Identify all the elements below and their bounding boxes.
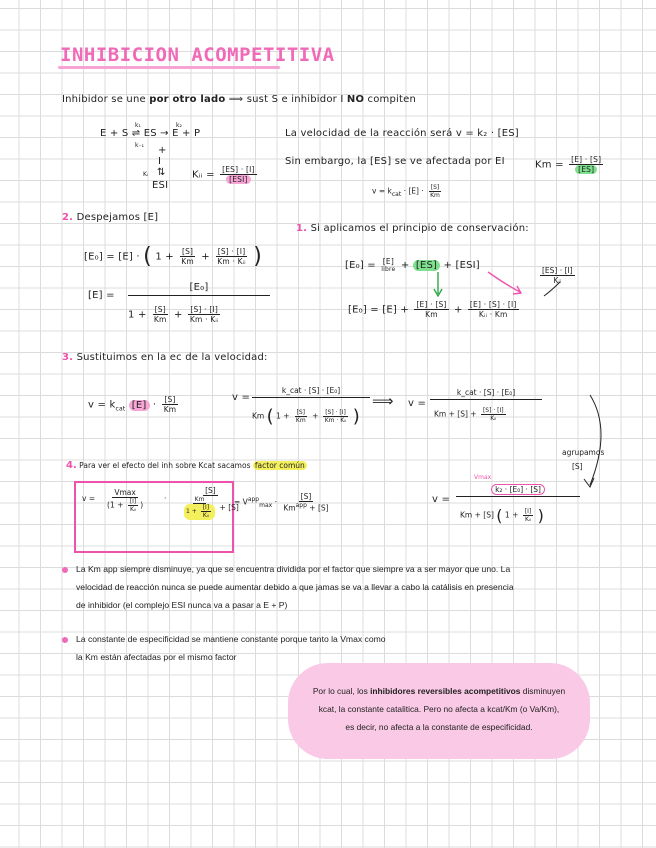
side-num: [ES] · [I]	[542, 266, 573, 275]
e0-plus: +	[201, 251, 210, 263]
rhs-den-km: Km	[283, 503, 296, 513]
step4-hl: factor común	[254, 461, 305, 470]
eq-rhs: = V	[234, 497, 248, 507]
v1-num: [S]	[164, 395, 176, 404]
e0-kmki: Km · Kᵢᵢ	[217, 257, 246, 266]
e0-s: [S]	[181, 247, 194, 256]
page-title: INHIBICION ACOMPETITIVA	[60, 44, 335, 66]
step4-label: 4.	[66, 460, 77, 471]
note-bold: inhibidores reversibles acompetitivos	[370, 686, 521, 696]
vmax-app	[234, 492, 333, 513]
intro-bold: por otro lado	[149, 94, 226, 105]
box-corr-i: [I]	[202, 504, 210, 512]
step3-label: 3.	[62, 352, 74, 363]
eq2-lhs: [E₀] =	[348, 304, 379, 316]
final-den-i: [I]	[524, 507, 532, 515]
step2-text: Despejamos [E]	[76, 212, 159, 223]
box-plus-s: + [S]	[219, 502, 239, 512]
final-vmax-label: Vmax	[474, 474, 492, 481]
bullet-dot-2	[62, 637, 68, 643]
v-den: Km	[430, 192, 440, 200]
box-corr-one: 1 +	[186, 508, 197, 516]
eq2-plus1: +	[400, 304, 409, 316]
eq2-es-den: Km	[425, 310, 438, 319]
rhs-app-sup: app	[295, 502, 307, 509]
scheme-k2: k₂	[176, 122, 182, 129]
scheme-km1: k₋₁	[135, 142, 145, 149]
v2-plus: +	[312, 411, 319, 421]
bullet-dot-1	[62, 567, 68, 573]
box-i-frac	[128, 498, 138, 513]
eq1-e: [E]	[382, 257, 394, 266]
step3-heading	[62, 352, 268, 363]
v2-den-km: Km	[252, 411, 265, 421]
final-den-a: Km + [S]	[460, 510, 494, 520]
v2-frac1	[294, 409, 308, 424]
intro-after: ⟹ sust S e inhibidor I	[225, 94, 347, 105]
final-den-frac	[523, 508, 533, 523]
v3-den-frac	[481, 407, 506, 422]
e0-si: [S] · [I]	[217, 247, 246, 256]
e-den-s: [S]	[154, 305, 166, 314]
e0-one-plus: 1 +	[155, 251, 174, 263]
app-sup: app	[247, 495, 260, 503]
v-num: [S]	[430, 184, 440, 191]
bullet2-line2: la Km están afectadas por el mismo factor	[76, 652, 237, 662]
v2-paren-open: (	[266, 406, 274, 427]
v2-km: Km	[295, 417, 306, 424]
v1-den: Km	[163, 405, 177, 414]
e-den-km: Km	[153, 315, 167, 324]
v3-den-num: [S] · [I]	[482, 407, 504, 414]
box-vmax-num: Vmax	[114, 488, 136, 497]
step2-label: 2.	[62, 212, 74, 223]
eq1-esi: [ESI]	[455, 260, 480, 271]
box-kii: Kᵢᵢ	[129, 506, 137, 514]
v2-frac2	[323, 409, 349, 424]
v1-formula	[88, 395, 180, 414]
rhs-den	[281, 502, 330, 513]
implies-arrow: ⟹	[372, 392, 394, 410]
step3-text: Sustituimos en la ec de la velocidad:	[76, 352, 268, 363]
box-s-den	[180, 496, 241, 520]
v2-kmki: Km · Kᵢᵢ	[324, 417, 347, 424]
bullet2-line1: La constante de especificidad se mantiene constante porque tanto la Vmax como	[76, 634, 386, 644]
km-num: [E] · [S]	[571, 155, 602, 164]
box-dot: ·	[164, 494, 167, 503]
side-den: Kᵢᵢ	[553, 276, 562, 285]
eq2-esi-num: [E] · [S] · [I]	[469, 300, 517, 309]
rhs-den-s: + [S]	[309, 503, 329, 513]
rhs-dot: ·	[274, 497, 277, 507]
black-arrow	[544, 282, 560, 296]
paren-open: (	[143, 244, 152, 269]
scheme-ki: Kᵢ	[143, 171, 149, 178]
note-post: disminuyen	[520, 686, 566, 696]
box-i: [I]	[129, 498, 137, 505]
eq2-esi-den: Kᵢᵢ · Km	[478, 310, 508, 319]
final-den	[460, 506, 544, 525]
v1-e: [E]	[129, 400, 150, 411]
v2-paren-close: )	[352, 406, 360, 427]
step4-heading	[66, 460, 307, 471]
scheme-row1: E + S ⇌ ES → E + P	[100, 128, 201, 139]
v-left: v = k	[372, 186, 392, 196]
box-s	[180, 486, 241, 520]
e-den-si: [S] · [I]	[190, 305, 219, 314]
eq2-plus2: +	[453, 304, 463, 316]
final-paren-close: )	[537, 506, 544, 525]
e-den-plus: +	[173, 309, 183, 321]
e-lhs: [E] =	[88, 290, 115, 301]
v1-frac	[162, 395, 179, 414]
eq1-lhs: [E₀] =	[345, 260, 376, 271]
eq1-es: [ES]	[413, 260, 440, 271]
final-den-kii: Kᵢᵢ	[524, 516, 532, 523]
rhs-num: [S]	[300, 492, 312, 501]
box-km: Km	[194, 496, 205, 503]
note-line2: kcat, la constante catalitica. Pero no afecta a kcat/Km (o Va/Km),	[318, 704, 560, 714]
final-paren-open: (	[496, 506, 503, 525]
agrupamos-label: agrupamos	[562, 448, 605, 457]
v-sub: cat	[391, 191, 402, 199]
box-corr-kii: Kᵢᵢ	[202, 512, 209, 520]
v1-sub: cat	[115, 405, 126, 413]
e0-km: Km	[181, 257, 194, 266]
scheme-plus: +	[158, 145, 167, 156]
box-vmax-frac	[103, 488, 147, 513]
box-s-num: [S]	[205, 486, 216, 495]
v2-num: k_cat · [S] · [E₀]	[252, 386, 370, 398]
step1-label: 1.	[296, 223, 308, 234]
scheme-k1: k₁	[135, 122, 141, 129]
eq2-e: [E]	[382, 304, 398, 316]
kii-lhs: Kᵢᵢ =	[192, 169, 215, 181]
paren-close: )	[253, 244, 263, 269]
intro-after2: compiten	[364, 94, 417, 105]
km-lhs: Km =	[535, 159, 564, 171]
rhs-frac	[281, 492, 330, 513]
box-vmax-den: (1 + $\frac{[I]}{\text{Kᵢᵢ}}$ )	[107, 498, 144, 514]
v1-dot: ·	[152, 399, 157, 411]
eq2-es-num: [E] · [S]	[416, 300, 447, 309]
step1-text: Si aplicamos el principio de conservación:	[310, 223, 529, 234]
agrupamos-arrow	[590, 395, 601, 485]
v3-den	[434, 407, 508, 422]
velocity-however: Sin embargo, la [ES] se ve afectada por EI	[285, 156, 505, 167]
bullet1-line2: velocidad de reacción nunca se puede aumentar debido a que jamas se va a llevar a cabo la catálisis en presencia	[76, 582, 514, 592]
km-den: [ES]	[575, 165, 597, 174]
e-den-kmki: Km · Kᵢᵢ	[189, 315, 219, 324]
pink-arrow	[488, 272, 520, 292]
final-num-text: k₂ · [E₀] · [S]	[491, 484, 545, 495]
note-text	[292, 682, 586, 736]
v3-num: k_cat · [S] · [E₀]	[430, 388, 542, 400]
scheme-arrows: ⇅	[157, 167, 166, 178]
note-pre: Por lo cual, los	[312, 686, 371, 696]
max-sub: max	[259, 501, 273, 509]
step4-text: Para ver el efecto del inh sobre Kcat sacamos	[79, 461, 251, 470]
scheme-I: I	[158, 156, 162, 167]
v2-lhs: v =	[232, 392, 251, 403]
v3-lhs: v =	[408, 398, 427, 409]
e0-lhs: [E₀] = [E] ·	[84, 251, 140, 263]
box-one: 1 +	[109, 500, 124, 510]
v1-lhs: v = k	[88, 399, 116, 411]
final-lhs: v =	[432, 494, 451, 505]
kii-num: [ES] · [I]	[222, 165, 255, 174]
box-corr-frac	[201, 504, 211, 519]
note-line1	[292, 682, 586, 700]
v2-one: 1 +	[276, 411, 290, 421]
v2-s: [S]	[296, 408, 306, 416]
intro-before: Inhibidor se une	[62, 94, 150, 105]
final-num	[456, 485, 580, 497]
e-num: [E₀]	[128, 282, 270, 296]
agrupamos-s: [S]	[572, 462, 583, 471]
bullet-text-1	[76, 560, 514, 614]
box-lhs: v =	[82, 494, 96, 503]
bullet-text-2	[76, 630, 386, 666]
box-km-corr	[184, 496, 215, 520]
v2-si: [S] · [I]	[325, 408, 346, 416]
box-corr	[184, 504, 215, 519]
box-vmax	[105, 488, 145, 513]
scheme-esi: ESI	[152, 180, 169, 191]
kii-den: [ESI]	[226, 175, 251, 184]
bullet1-line1: La Km app siempre disminuye, ya que se encuentra dividida por el factor que siempre va a ser mayor que uno. La	[76, 564, 511, 574]
intro-no: NO	[346, 94, 365, 105]
v3-den-den: Kᵢᵢ	[490, 415, 497, 423]
eq1-plus2: +	[443, 260, 453, 271]
v2-den	[252, 406, 360, 427]
eq1-libre: libre	[381, 266, 396, 273]
note-line3: es decir, no afecta a la constante de especificidad.	[345, 722, 533, 732]
bullet1-line3: de inhibidor (el complejo ESI nunca va a pasar a E + P)	[76, 600, 288, 610]
e-den-one: 1 +	[128, 309, 147, 321]
final-den-one: 1 +	[504, 510, 519, 520]
v3-den-a: Km + [S] +	[434, 409, 477, 419]
velocity-text: La velocidad de la reacción será v = k₂ · [ES]	[285, 128, 519, 139]
eq1-plus1: +	[400, 260, 410, 271]
v-mid: · [E] ·	[403, 186, 424, 196]
